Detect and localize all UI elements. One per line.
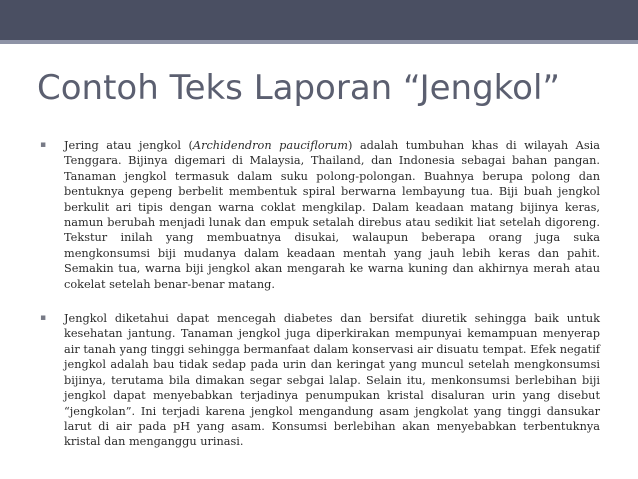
paragraph-1-text-start: Jering atau jengkol ( (64, 139, 193, 152)
top-bar (0, 0, 638, 40)
paragraph-2-text: Jengkol diketahui dapat mencegah diabetes dan bersifat diuretik sehingga baik untuk kesehatan jantung. Tanaman jengkol juga diperkirakan mempunyai kemampuan menyerap air tanah yang tinggi sehingga bermanfaat dalam konservasi air disuatu tempat. Efek negatif jengkol adalah bau tidak sedap pada urin dan keringat yang muncul setelah mengkonsumsi bijinya, terutama bila dimakan segar sebgai lalap. Selain itu, menkonsumsi berlebihan biji jengkol dapat menyebabkan terjadinya penumpukan kristal disaluran urin yang disebut “jengkolan”. Ini terjadi karena jengkol mengandung asam jengkolat yang tinggi dansukar larut di air pada pH yang asam. Konsumsi berlebihan akan menyebabkan terbentuknya kristal dan menganggu urinasi. (64, 312, 600, 449)
bullet-paragraph-2 (40, 311, 600, 450)
top-bar-accent-line (0, 40, 638, 44)
bullet-list (40, 138, 600, 469)
latin-name: Archidendron pauciflorum (192, 139, 349, 152)
bullet-square-icon: ▪ (40, 313, 47, 324)
bullet-square-icon: ▪ (40, 140, 47, 150)
slide-title: Contoh Teks Laporan “Jengkol” (37, 68, 561, 108)
paragraph-1-text-rest: ) adalah tumbuhan khas di wilayah Asia Tenggara. Bijinya digemari di Malaysia, Thailand, dan Indonesia sebagai bahan pangan. Tanaman jengkol termasuk dalam suku polong-polongan. Buahnya berupa polong dan bentuknya gepeng berbelit membentuk spiral berwarna lembayung tua. Biji buah jengkol berkulit ari tipis dengan warna coklat mengkilap. Dalam keadaan matang bijinya keras, namun berubah menjadi lunak dan empuk setalah direbus atau sedikit liat setelah digoreng. Tekstur inilah yang membuatnya disukai, walaupun beberapa orang juga suka mengkonsumsi biji mudanya dalam keadaan mentah yang jauh lebih keras dan pahit. Semakin tua, warna biji jengkol akan mengarah ke warna kuning dan akhirnya merah atau cokelat setelah benar-benar matang. (64, 139, 600, 291)
bullet-paragraph-1 (40, 138, 600, 292)
